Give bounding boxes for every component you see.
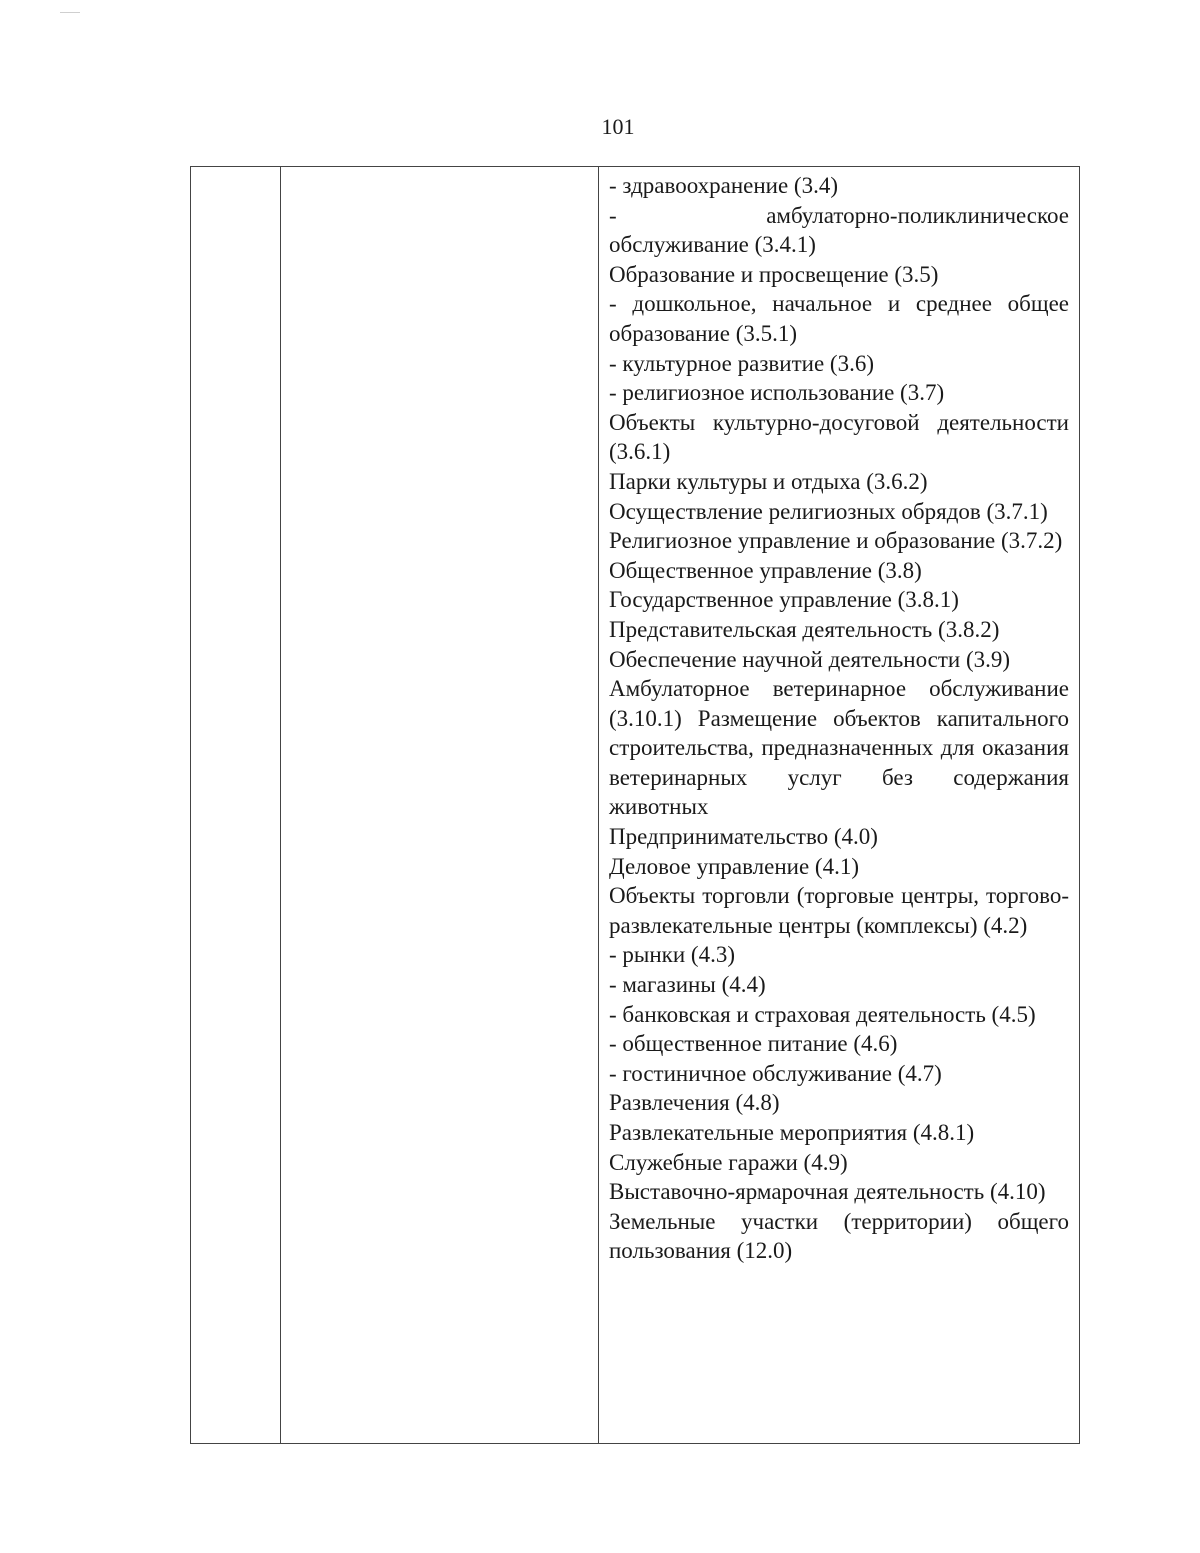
table-cell-permitted-uses bbox=[599, 167, 1080, 1444]
list-item: Религиозное управление и образование (3.7.2) bbox=[609, 528, 1063, 554]
list-item: Служебные гаражи (4.9) bbox=[609, 1149, 848, 1175]
list-item: Предпринимательство (4.0) bbox=[609, 824, 878, 850]
list-item: Образование и просвещение (3.5) bbox=[609, 261, 939, 287]
list-item: - гостиничное обслуживание (4.7) bbox=[609, 1060, 942, 1086]
list-item: Государственное управление (3.8.1) bbox=[609, 587, 959, 613]
list-item: Выставочно-ярмарочная деятельность (4.10) bbox=[609, 1179, 1046, 1205]
list-item: - здравоохранение (3.4) bbox=[609, 173, 838, 198]
list-item: Осуществление религиозных обрядов (3.7.1) bbox=[609, 498, 1048, 524]
list-item: - магазины (4.4) bbox=[609, 972, 766, 998]
list-item: - банковская и страховая деятельность (4.5) bbox=[609, 1001, 1036, 1027]
list-item: - общественное питание (4.6) bbox=[609, 1031, 898, 1057]
list-item: - культурное развитие (3.6) bbox=[609, 350, 874, 376]
list-item: Развлекательные мероприятия (4.8.1) bbox=[609, 1120, 975, 1145]
list-item: Обеспечение научной деятельности (3.9) bbox=[609, 646, 1011, 672]
list-item: Общественное управление (3.8) bbox=[609, 557, 922, 583]
table-row bbox=[191, 167, 1080, 1444]
list-item: Представительская деятельность (3.8.2) bbox=[609, 616, 1000, 642]
list-item: - религиозное использование (3.7) bbox=[609, 380, 945, 406]
table-cell-number bbox=[191, 167, 281, 1444]
list-item: - рынки (4.3) bbox=[609, 942, 735, 968]
page-number: 101 bbox=[601, 114, 635, 139]
list-item: Объекты культурно-досуговой деятельности (3.6.1) bbox=[609, 409, 1069, 465]
list-item: - амбулаторно-поликлиническое обслуживание (3.4.1) bbox=[609, 202, 1069, 258]
table-cell-zone bbox=[281, 167, 599, 1444]
list-item: Парки культуры и отдыха (3.6.2) bbox=[609, 468, 928, 494]
list-item: Объекты торговли (торговые центры, торгово-развлекательные центры (комплексы) (4.2) bbox=[609, 883, 1069, 938]
list-item: Деловое управление (4.1) bbox=[609, 853, 860, 879]
list-item: Земельные участки (территории) общего пользования (12.0) bbox=[609, 1208, 1069, 1264]
scan-artifact bbox=[60, 12, 80, 13]
list-item: Амбулаторное ветеринарное обслуживание (3.10.1) Размещение объектов капитального строительства, предназначенных для оказания ветеринарных услуг без содержания животных bbox=[609, 676, 1069, 820]
list-item: Развлечения (4.8) bbox=[609, 1090, 780, 1116]
list-item: - дошкольное, начальное и среднее общее образование (3.5.1) bbox=[609, 291, 1069, 346]
document-table bbox=[190, 166, 1080, 1444]
